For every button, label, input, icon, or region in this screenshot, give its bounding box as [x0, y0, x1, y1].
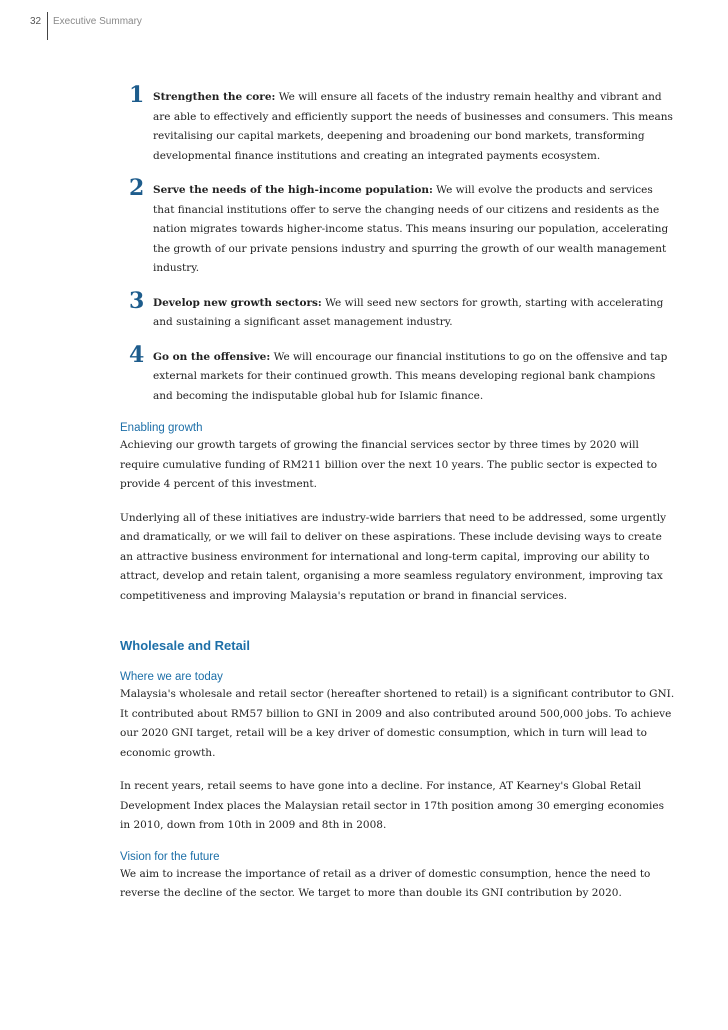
item-text: We will seed new sectors for growth, starting with accelerating and sustaining a significant asset management industry. [153, 296, 664, 328]
page-number: 32 [30, 16, 42, 27]
vision-paragraph: We aim to increase the importance of retail as a driver of domestic consumption, hence the need to reverse the decline of the sector. We target to more than double its GNI contribution by 2020. [120, 867, 651, 899]
numbered-item-3 [120, 287, 676, 333]
item-number: 4 [129, 341, 145, 368]
vision-heading: Vision for the future [120, 850, 220, 863]
where-we-are-today-paragraph-2: In recent years, retail seems to have gone into a decline. For instance, AT Kearney's Global Retail Development Index places the Malaysian retail sector in 17th position among 30 emerging economies in 2010, down from 10th in 2009 and 8th in 2008. [120, 780, 664, 831]
numbered-item-1 [120, 82, 676, 166]
item-number: 2 [129, 175, 145, 201]
where-we-are-today-paragraph-1: Malaysia's wholesale and retail sector (hereafter shortened to retail) is a significant contributor to GNI. It contributed about RM57 billion to GNI in 2009 and also contributed around 500,000 jobs. To achieve our 2020 GNI target, retail will be a key driver of domestic consumption, which in turn will lead to economic growth. [120, 688, 675, 759]
enabling-growth-paragraph-1: Achieving our growth targets of growing the financial services sector by three times by 2020 will require cumulative funding of RM211 billion over the next 10 years. The public sector is expected to provide 4 percent of this investment. [120, 439, 658, 490]
item-title: Serve the needs of the high-income population: [153, 184, 433, 196]
enabling-growth-paragraph-2: Underlying all of these initiatives are industry-wide barriers that need to be addressed, some urgently and dramatically, or we will fail to deliver on these aspirations. These include devising ways to create an attractive business environment for international and long-term capital, improving our ability to attract, develop and retain talent, organising a more seamless regulatory environment, improving tax competitiveness and improving Malaysia's reputation or brand in financial services. [120, 511, 667, 602]
item-number: 3 [129, 287, 145, 314]
item-title: Develop new growth sectors: [153, 296, 322, 309]
where-we-are-today-heading: Where we are today [120, 671, 223, 683]
wholesale-retail-title: Wholesale and Retail [120, 638, 251, 653]
section-title-header: Executive Summary [53, 16, 142, 27]
item-title: Go on the offensive: [153, 350, 271, 363]
item-number: 1 [129, 82, 145, 108]
item-text: We will encourage our financial institutions to go on the offensive and tap external markets for their continued growth. This means developing regional bank champions and becoming the indisputable global hub for Islamic finance. [153, 350, 668, 402]
numbered-item-4 [120, 341, 676, 407]
numbered-item-2 [120, 175, 676, 279]
enabling-growth-heading: Enabling growth [120, 422, 203, 434]
main-content [120, 82, 676, 918]
item-text: We will evolve the products and services that financial institutions offer to serve the changing needs of our citizens and residents as the nation migrates towards higher-income status. This means insuring our population, accelerating the growth of our private pensions industry and spurring the growth of our wealth management industry. [153, 184, 669, 274]
item-text: We will ensure all facets of the industry remain healthy and vibrant and are able to effectively and efficiently support the needs of businesses and consumers. This means revitalising our capital markets, deepening and broadening our bond markets, transforming developmental finance institutions and creating an integrated payments ecosystem. [153, 91, 673, 162]
header-divider [47, 12, 48, 40]
item-title: Strengthen the core: [153, 91, 276, 103]
